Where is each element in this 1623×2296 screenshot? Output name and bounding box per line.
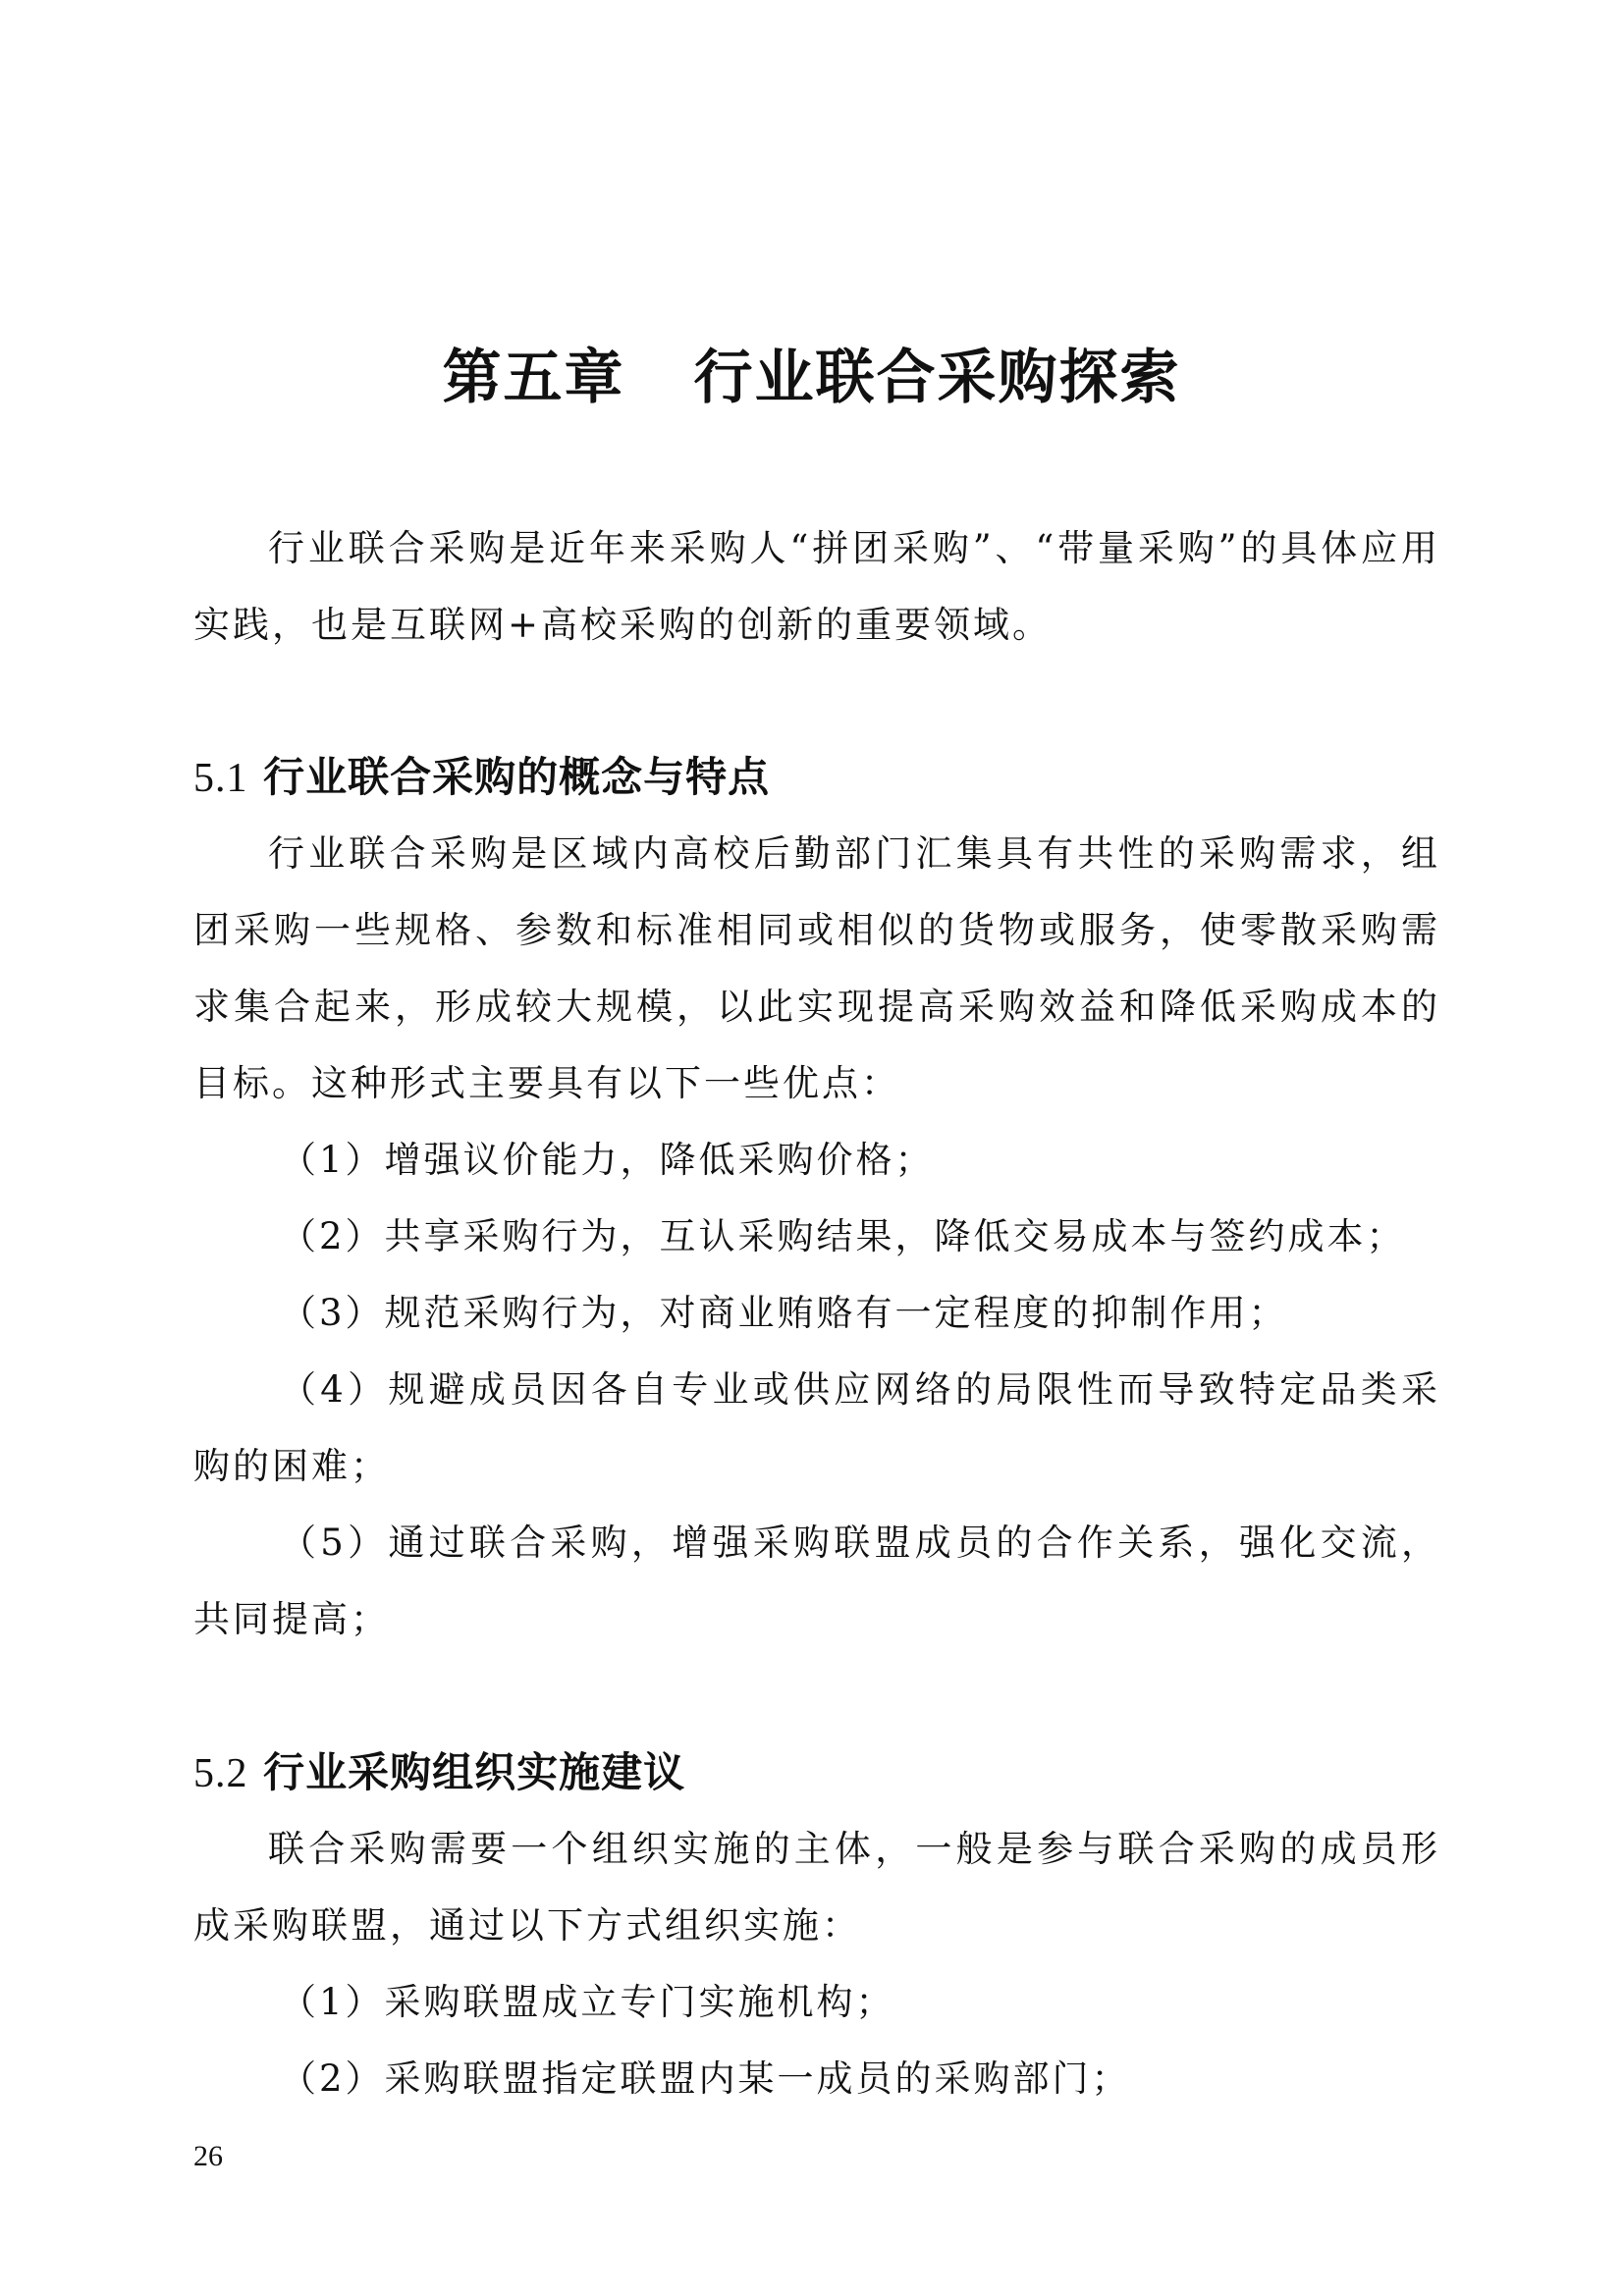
- section-title: 行业采购组织实施建议: [263, 1748, 686, 1796]
- intro-section: [193, 510, 1440, 664]
- section-title: 行业联合采购的概念与特点: [263, 753, 771, 801]
- list-item: （5）通过联合采购，增强采购联盟成员的合作关系，强化交流，共同提高；: [193, 1522, 1440, 1640]
- list-item: （1）增强议价能力，降低采购价格；: [280, 1139, 935, 1181]
- intro-paragraph: 行业联合采购是近年来采购人“拼团采购”、“带量采购”的具体应用实践，也是互联网+高校采购的创新的重要领域。: [193, 527, 1440, 646]
- chapter-number-label: 第五章: [442, 344, 625, 412]
- page-number: 26: [193, 2140, 223, 2172]
- chapter-title: [0, 334, 1623, 422]
- section-heading: [193, 1743, 1440, 1803]
- list-item: （3）规范采购行为，对商业贿赂有一定程度的抑制作用；: [280, 1292, 1288, 1334]
- section-paragraph: 行业联合采购是区域内高校后勤部门汇集具有共性的采购需求，组团采购一些规格、参数和标准相同或相似的货物或服务，使零散采购需求集合起来，形成较大规模，以此实现提高采购效益和降低采购成本的目标。这种形式主要具有以下一些优点：: [193, 832, 1440, 1104]
- section-number: 5.1: [193, 756, 248, 801]
- list-item: （2）采购联盟指定联盟内某一成员的采购部门；: [280, 2057, 1131, 2100]
- section-paragraph: 联合采购需要一个组织实施的主体，一般是参与联合采购的成员形成采购联盟，通过以下方式组织实施：: [193, 1828, 1440, 1947]
- chapter-title-text: 行业联合采购探索: [693, 344, 1181, 412]
- section-5-2: [193, 1743, 1440, 2117]
- section-heading: [193, 748, 1440, 808]
- section-5-1: [193, 748, 1440, 1658]
- list-item: （2）共享采购行为，互认采购结果，降低交易成本与签约成本；: [280, 1215, 1406, 1257]
- section-number: 5.2: [193, 1751, 248, 1796]
- list-item: （1）采购联盟成立专门实施机构；: [280, 1981, 895, 2023]
- list-item: （4）规避成员因各自专业或供应网络的局限性而导致特定品类采购的困难；: [193, 1368, 1440, 1487]
